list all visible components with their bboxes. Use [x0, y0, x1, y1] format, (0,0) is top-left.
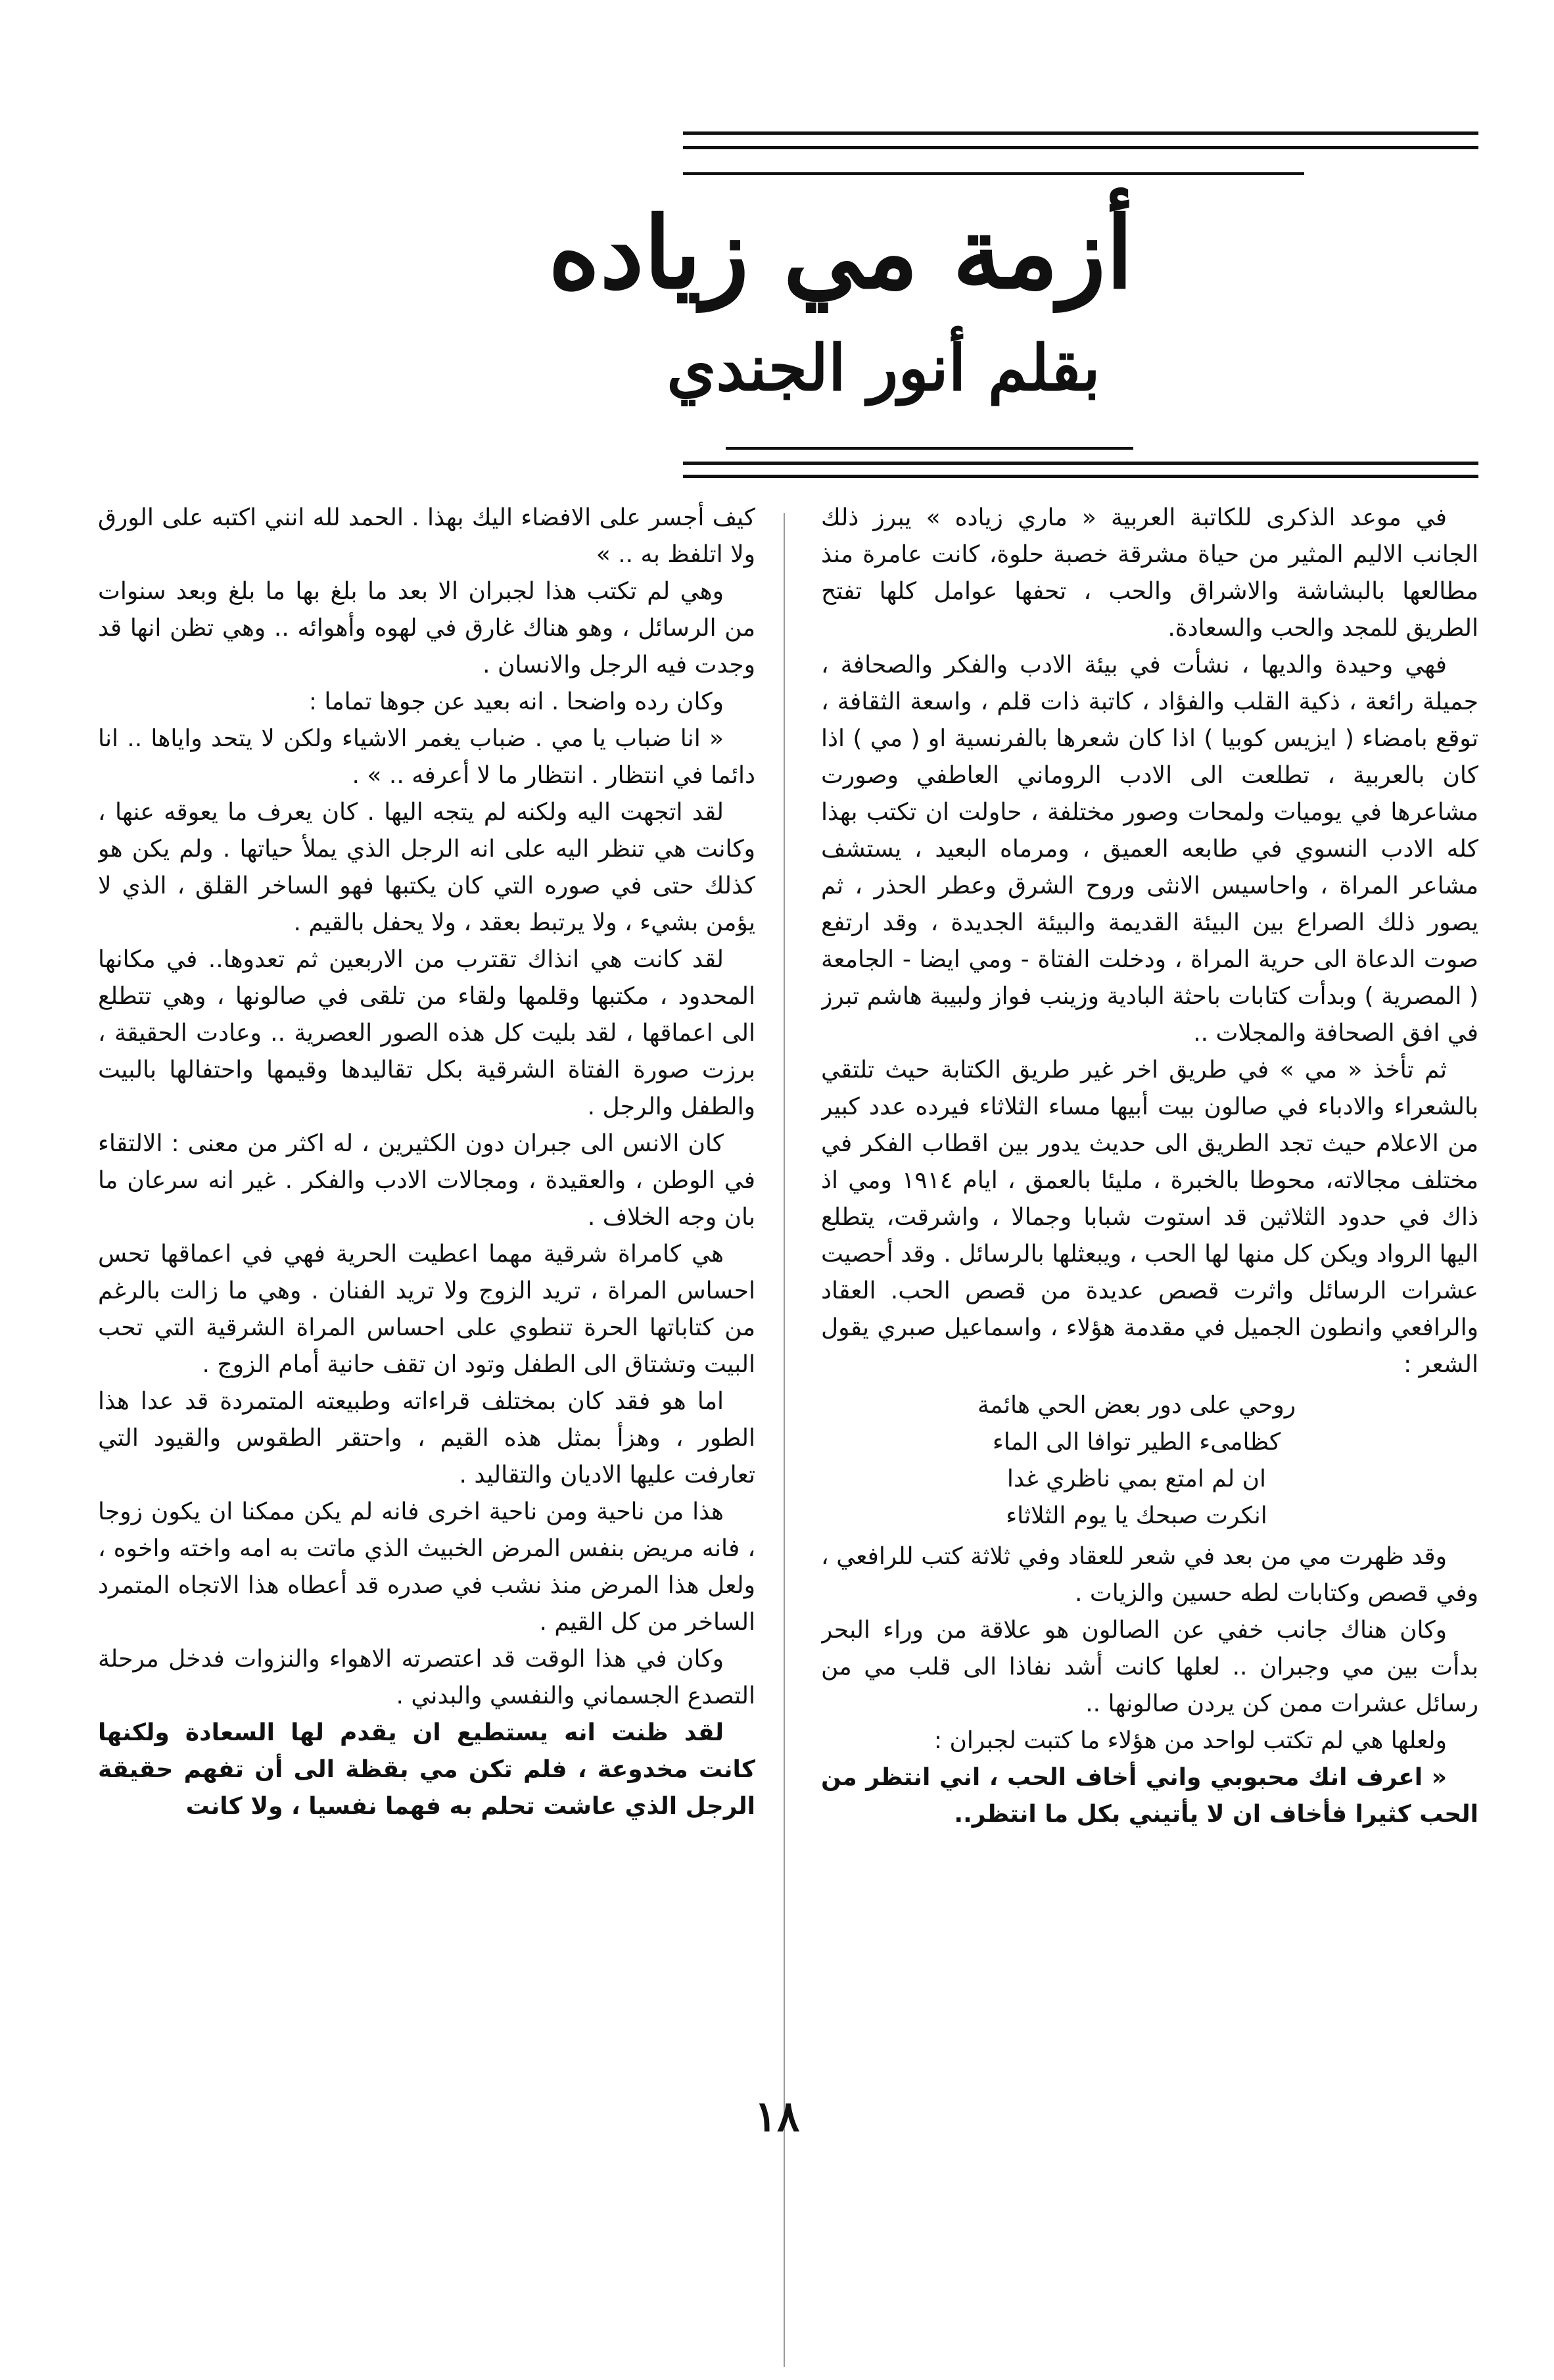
page-number: ١٨ — [754, 2092, 800, 2141]
title-rule-bottom-3 — [683, 475, 1478, 478]
paragraph: لقد اتجهت اليه ولكنه لم يتجه اليها . كان يعرف ما يعوقه عنها ، وكانت هي تنظر اليه على انه الرجل الذي يملأ حياتها . ولم يكن هو كذلك حتى في صوره التي كان يكتبها فهو الساخر القلق ، الذي لا يؤمن بشيء ، ولا يرتبط بعقد ، ولا يحفل بالقيم . — [98, 799, 755, 936]
paragraph: وهي لم تكتب هذا لجبران الا بعد ما بلغ بها ما بلغ وبعد سنوات من الرسائل ، وهو هناك غارق في لهوه وأهوائه .. وهي تظن انها قد وجدت فيه الرجل والانسان . — [98, 578, 755, 678]
column-divider — [784, 513, 785, 2367]
paragraph: وكان رده واضحا . انه بعيد عن جوها تماما : — [308, 688, 724, 715]
paragraph: لقد كانت هي انذاك تقترب من الاربعين ثم تعدوها.. في مكانها المحدود ، مكتبها وقلمها ولقاء من تلقى في صالونها ، وهي تتطلع الى اعماقها ، لقد بليت كل هذه الصور العصرية .. وعادت الحقيقة ، برزت صورة الفتاة الشرقية بكل تقاليدها وقيمها واحتفالها بالبيت والطفل والرجل . — [98, 946, 755, 1120]
article-title: أزمة مي زياده — [548, 195, 1133, 311]
paragraph: كان الانس الى جبران دون الكثيرين ، له اكثر من معنى : الالتقاء في الوطن ، والعقيدة ، ومجالات الادب والفكر . غير انه سرعان ما بان وجه الخلاف . — [98, 1130, 755, 1231]
paragraph: وقد ظهرت مي من بعد في شعر للعقاد وفي ثلاثة كتب للرافعي ، وفي قصص وكتابات لطه حسين والزيات . — [821, 1543, 1478, 1607]
paragraph: اما هو فقد كان بمختلف قراءاته وطبيعته المتمردة قد عدا هذا الطور ، وهزأ بمثل هذه القيم ، واحتقر الطقوس والقيود التي تعارفت عليها الاديان والتقاليد . — [98, 1388, 755, 1488]
title-rule-top-1 — [683, 131, 1478, 135]
paragraph: هي كامراة شرقية مهما اعطيت الحرية فهي في اعماقها تحس احساس المراة ، تريد الزوج ولا تريد الفنان . وهي ما زالت بالرغم من كتاباتها الحرة تنطوي على احساس المراة الشرقية التي تحب البيت وتشتاق الى الطفل وتود ان تقف حانية أمام الزوج . — [98, 1241, 755, 1378]
poem-line: ان لم امتع بمي ناظري غدا — [1006, 1465, 1267, 1492]
poem — [821, 1387, 1478, 1535]
poem-line: روحي على دور بعض الحي هائمة — [977, 1392, 1296, 1419]
paragraph: فهي وحيدة والديها ، نشأت في بيئة الادب والفكر والصحافة ، جميلة رائعة ، ذكية القلب والفؤاد ، كاتبة ذات قلم ، واسعة الثقافة ، توقع بامضاء ( ايزيس كوبيا ) اذا كان شعرها بالفرنسية او ( مي ) اذا كان بالعربية ، تطلعت الى الادب الروماني العاطفي وصورت مشاعرها في يوميات ولمحات وصور مختلفة ، حاولت ان تكتب بهذا كله الادب النسوي في طابعه العميق ، ومرماه البعيد ، يستشف مشاعر المراة ، واحاسيس الانثى وروح الشرق وعطر الحذر ، ثم يصور ذلك الصراع بين البيئة القديمة والبيئة الجديدة ، وقد ارتفع صوت الدعاة الى حرية المراة ، ودخلت الفتاة - ومي ايضا - الجامعة ( المصرية ) وبدأت كتابات باحثة البادية وزينب فواز ولبيبة هاشم تبرز في افق الصحافة والمجلات .. — [821, 652, 1478, 1047]
paragraph: لقد ظنت انه يستطيع ان يقدم لها السعادة ولكنها كانت مخدوعة ، فلم تكن مي بقظة الى أن تفهم حقيقة الرجل الذي عاشت تحلم به فهما نفسيا ، ولا كانت — [98, 1719, 755, 1820]
paragraph: في موعد الذكرى للكاتبة العربية « ماري زياده » يبرز ذلك الجانب الاليم المثير من حياة مشرقة خصبة حلوة، كانت عامرة منذ مطالعها بالبشاشة والاشراق والحب ، تحفها عوامل كلها تفتح الطريق للمجد والحب والسعادة. — [821, 504, 1478, 642]
paragraph: ولعلها هي لم تكتب لواحد من هؤلاء ما كتبت لجبران : — [933, 1727, 1447, 1754]
paragraph: هذا من ناحية ومن ناحية اخرى فانه لم يكن ممكنا ان يكون زوجا ، فانه مريض بنفس المرض الخبيث الذي ماتت به امه واخته واخوه ، ولعل هذا المرض منذ نشب في صدره قد أعطاه هذا الاتجاه المتمرد الساخر من كل القيم . — [98, 1498, 755, 1636]
title-rule-top-2 — [683, 146, 1478, 149]
poem-line: كظامىء الطير توافا الى الماء — [992, 1429, 1281, 1456]
title-rule-bottom-1 — [726, 447, 1133, 450]
paragraph: « انا ضباب يا مي . ضباب يغمر الاشياء ولكن لا يتحد واياها .. انا دائما في انتظار . انتظار ما لا أعرفه .. » . — [98, 725, 755, 789]
paragraph: وكان في هذا الوقت قد اعتصرته الاهواء والنزوات فدخل مرحلة التصدع الجسماني والنفسي والبدني . — [98, 1646, 755, 1709]
paragraph: ثم تأخذ « مي » في طريق اخر غير طريق الكتابة حيث تلتقي بالشعراء والادباء في صالون بيت أبيها مساء الثلاثاء فيرده عدد كبير من الاعلام حيث تجد الطريق الى حديث يدور بين اقطاب الفكر في مختلف مجالاته، محوطا بالخبرة ، مليئا بالعمق ، ايام ١٩١٤ ومي اذ ذاك في حدود الثلاثين قد استوت شبابا وجمالا ، واشرقت، يتطلع اليها الرواد ويكن كل منها لها الحب ، ويبعثلها بالرسائل . وقد أحصيت عشرات الرسائل واثرت قصص عديدة من قصص الحب. العقاد والرافعي وانطون الجميل في مقدمة هؤلاء ، واسماعيل صبري يقول الشعر : — [821, 1057, 1478, 1378]
quote-paragraph: « اعرف انك محبوبي واني أخاف الحب ، اني انتظر من الحب كثيرا فأخاف ان لا يأتيني بكل ما انتظر.. — [821, 1764, 1478, 1828]
title-rule-bottom-2 — [683, 462, 1478, 465]
paragraph: كيف أجسر على الافضاء اليك بهذا . الحمد لله انني اكتبه على الورق ولا اتلفظ به .. » — [98, 504, 755, 568]
poem-line: انكرت صبحك يا يوم الثلاثاء — [1006, 1502, 1267, 1529]
article-byline: بقلم أنور الجندي — [667, 331, 1100, 405]
paragraph: وكان هناك جانب خفي عن الصالون هو علاقة من وراء البحر بدأت بين مي وجبران .. لعلها كانت أشد نفاذا الى قلب مي من رسائل عشرات ممن كن يردن صالونها .. — [821, 1617, 1478, 1717]
title-rule-top-3 — [683, 172, 1304, 175]
